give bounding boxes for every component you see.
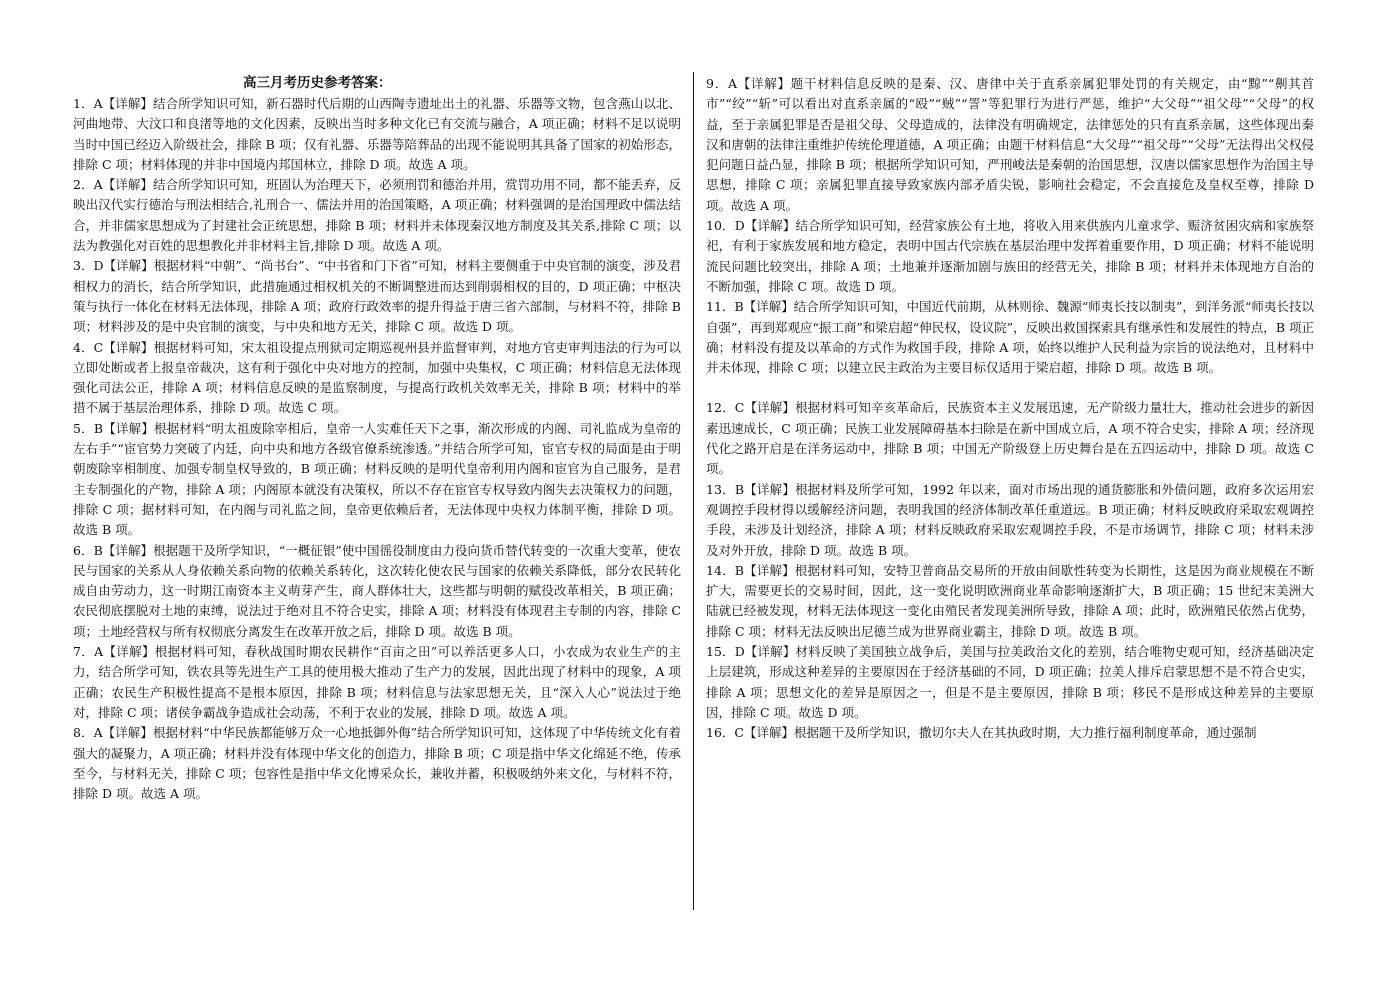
answer-paragraph-15: 15．D【详解】材料反映了美国独立战争后，美国与拉美政治文化的差别，结合唯物史观可知，经济基础决定上层建筑，形成这种差异的主要原因在于经济基础的不同，D 项正确；拉美人排斥启蒙思想不是不符合史实，排除 A 项；思想文化的差异是原因之一，但是不是主要原因，排除 B 项；移民不是形成这种差异的主要原因，排除 C 项。故选 D 项。 bbox=[706, 644, 1314, 720]
answer-paragraph-14: 14．B【详解】根据材料可知，安特卫普商品交易所的开放由间歇性转变为长期性，这是因为商业规模在不断扩大，需要更长的交易时间，因此，这一变化说明欧洲商业革命影响逐渐扩大，B 项正确；15 世纪末美洲大陆就已经被发现，材料无法体现这一变化由殖民者发现美洲所导致，排除 A 项；此时，欧洲殖民依然占优势，排除 C 项；材料无法反映出尼德兰成为世界商业霸主，排除 D 项。故选 B 项。 bbox=[706, 562, 1314, 639]
blank-line bbox=[706, 378, 1314, 398]
answer-paragraph-13: 13．B【详解】根据材料及所学可知，1992 年以来，面对市场出现的通货膨胀和外债问题，政府多次运用宏观调控手段材得以缓解经济问题，表明我国的经济体制改革任重道远。B 项正确；材料反映政府采取宏观调控手段，未涉及计划经济，排除 A 项；材料反映政府采取宏观调控手段，不是市场调节，排除 C 项；材料未涉及对外开放，排除 D 项。故选 B 项。 bbox=[706, 481, 1314, 558]
answer-paragraph-12: 12．C【详解】根据材料可知辛亥革命后，民族资本主义发展迅速，无产阶级力量壮大，推动社会进步的新因素迅速成长，C 项正确；民族工业发展障碍基本扫除是在新中国成立后，A 项不符合史实，排除 A 项；经济现代化之路开启是在洋务运动中，排除 B 项；中国无产阶级登上历史舞台是在五四运动中，排除 D 项。故选 C 项。 bbox=[706, 400, 1314, 477]
answer-paragraph-2: 2．A【详解】结合所学知识可知，班固认为治理天下，必须刑罚和德治并用，赏罚功用不同，都不能丢弃，反映出汉代实行德治与刑法相结合,礼刑合一、儒法并用的治国策略，A 项正确；材料强调的是治国理政中儒法结合，并非儒家思想成为了封建社会正统思想，排除 B 项；材料并未体现秦汉地方制度及其关系,排除 C 项；以法为教强化对百姓的思想教化并非材料主旨,排除 D 项。故选 A 项。 bbox=[73, 177, 681, 254]
answer-paragraph-6: 6．B【详解】根据题干及所学知识，“一概征银”使中国徭役制度由力役向货币替代转变的一次重大变革，使农民与国家的关系从人身依赖关系向物的依赖关系转化，这次转化使农民与国家的依赖关系降低，部分农民转化成自由劳动力，这一时期江南资本主义萌芽产生，商人群体壮大，这些都与明朝的赋役改革相关，B 项正确；农民彻底摆脱对土地的束缚，说法过于绝对且不符合史实，排除 A 项；材料没有体现君主专制的内容，排除 C 项；土地经营权与所有权彻底分离发生在改革开放之后，排除 D 项。故选 B 项。 bbox=[73, 542, 681, 639]
answer-paragraph-3: 3．D【详解】根据材料“中朝”、“尚书台”、“中书省和门下省”可知，材料主要侧重于中央官制的演变，涉及君相权力的消长，结合所学知识，此措施通过相权机关的不断调整进而达到削弱相权的目的，D 项正确；中枢决策与执行一体化在材料无法体现，排除 A 项；政府行政效率的提升得益于唐三省六部制，与材料不符，排除 B 项；材料涉及的是中央官制的演变，与中央和地方无关，排除 C 项。故选 D 项。 bbox=[73, 258, 681, 335]
answer-paragraph-9: 9．A【详解】题干材料信息反映的是秦、汉、唐律中关于直系亲属犯罪处罚的有关规定，由“黥”“劓其首市”“绞”“斩”可以看出对直系亲属的“殴”“贼”“詈”等犯罪行为进行严惩，维护“大父母”“祖父母”“父母”的权益，至于亲属犯罪是否是祖父母、父母造成的，法律没有明确规定，法律惩处的只有直系亲属，这些体现出秦汉和唐朝的法律注重维护传统伦理道德，A 项正确；由题干材料信息“大父母”“祖父母”“父母”无法得出父权侵犯问题日益凸显，排除 B 项；根据所学知识可知，严刑峻法是秦朝的治国思想，汉唐以儒家思想作为治国主导思想，排除 C 项；亲属犯罪直接导致家族内部矛盾尖锐，影响社会稳定，不会直接危及皇权至尊，排除 D 项。故选 A 项。 bbox=[706, 76, 1314, 213]
page-title: 高三月考历史参考答案： bbox=[243, 75, 392, 91]
answer-paragraph-4: 4．C【详解】根据材料可知，宋太祖设提点刑狱司定期巡视州县并监督审判，对地方官吏审判违法的行为可以立即处断或者上报皇帝裁决，这有利于强化中央对地方的控制，加强中央集权，C 项正确；材料信息无法体现强化司法公正，排除 A 项；材料信息反映的是监察制度，与提高行政机关效率无关，排除 B 项；材料中的举措不属于基层治理体系，排除 D 项。故选 C 项。 bbox=[73, 339, 681, 416]
left-column bbox=[73, 74, 681, 979]
answer-paragraph-10: 10．D【详解】结合所学知识可知，经营家族公有土地，将收入用来供族内儿童求学、赈济贫困灾病和家族祭祀，有利于家族发展和地方稳定，表明中国古代宗族在基层治理中发挥着重要作用，D 项正确；材料不能说明流民问题比较突出，排除 A 项；土地兼并逐渐加剧与族田的经营无关，排除 B 项；材料并未体现地方自治的不断加强，排除 C 项。故选 D 项。 bbox=[706, 218, 1314, 294]
answer-paragraph-11: 11．B【详解】结合所学知识可知，中国近代前期，从林则徐、魏源“师夷长技以制夷”，到洋务派“师夷长技以自强”，再到郑观应“振工商”和梁启超“伸民权，设议院”，反映出救国探索具有继承性和发展性的特点，B 项正确；材料没有提及以革命的方式作为救国手段，排除 A 项，始终以维护人民利益为宗旨的说法绝对，且材料中并未体现，排除 C 项；以建立民主政治为主要目标仅适用于梁启超，排除 D 项。故选 B 项。 bbox=[706, 299, 1314, 376]
answer-paragraph-1: 1．A【详解】结合所学知识可知，新石器时代后期的山西陶寺遗址出土的礼器、乐器等文物，包含燕山以北、河曲地带、大汶口和良渚等地的文化因素，反映出当时多种文化已有交流与融合，A 项正确；材料不足以说明当时中国已经迈入阶级社会，排除 B 项；仅有礼器、乐器等陪葬品的出现不能说明其具备了国家的初始形态，排除 C 项；材料体现的并非中国境内邦国林立，排除 D 项。故选 A 项。 bbox=[73, 96, 681, 172]
answer-paragraph-5: 5．B【详解】根据材料“明太祖废除宰相后，皇帝一人实难任天下之事，渐次形成的内阁、司礼监成为皇帝的左右手”“宦官势力突破了内廷，向中央和地方各级官僚系统渗透。”并结合所学可知，宦官专权的局面是由于明朝废除宰相制度、加强专制皇权导致的，B 项正确；材料反映的是明代皇帝利用内阁和宦官为自己服务，是君主专制强化的产物，排除 A 项；内阁原本就没有决策权，所以不存在宦官专权导致内阁失去决策权力的问题，排除 C 项；据材料可知，在内阁与司礼监之间，皇帝更依赖后者，无法体现中央权力体制平衡，排除 D 项。故选 B 项。 bbox=[73, 420, 681, 538]
right-column bbox=[706, 74, 1314, 979]
answer-paragraph-7: 7．A【详解】根据材料可知，春秋战国时期农民耕作“百亩之田”可以养活更多人口，小农成为农业生产的主力，结合所学可知，铁农具等先进生产工具的使用极大推动了生产力的发展，因此出现了材料中的现象，A 项正确；农民生产积极性提高不是根本原因，排除 B 项；材料信息与法家思想无关，且“深入人心”说法过于绝对，排除 C 项；诸侯争霸战争造成社会动荡，不利于农业的发展，排除 D 项。故选 A 项。 bbox=[73, 644, 681, 720]
answer-paragraph-16: 16．C【详解】根据题干及所学知识，撒切尔夫人在其执政时期，大力推行福利制度革命，通过强制 bbox=[706, 725, 1257, 741]
answer-paragraph-8: 8．A【详解】根据材料“中华民族都能够万众一心地抵御外侮”结合所学知识可知，这体现了中华传统文化有着强大的凝聚力，A 项正确；材料并没有体现中华文化的创造力，排除 B 项；C 项是指中华文化绵延不绝，传承至今，与材料无关，排除 C 项；包容性是指中华文化博采众长，兼收并蓄，积极吸纳外来文化，与材料不符，排除 D 项。故选 A 项。 bbox=[73, 725, 681, 802]
column-divider bbox=[693, 72, 694, 910]
